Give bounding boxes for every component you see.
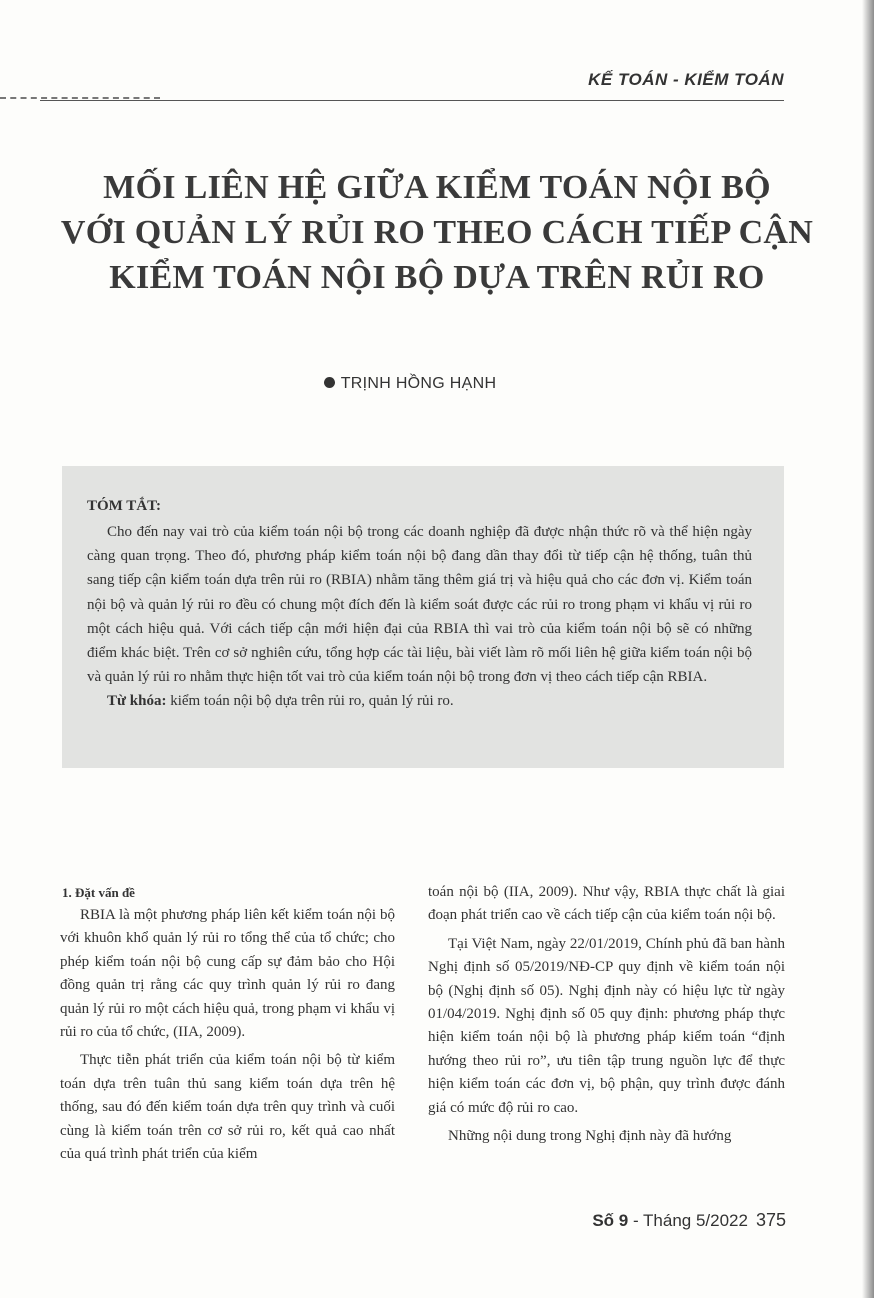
- issue-date: - Tháng 5/2022: [628, 1211, 748, 1230]
- paragraph: Thực tiễn phát triển của kiểm toán nội bộ từ kiểm toán dựa trên tuân thủ sang kiểm toán dựa trên hệ thống, sau đó đến kiểm toán dựa trên quy trình và cuối cùng là kiểm toán trên cơ sở rủi ro, kết quả cao nhất của quá trình phát triển của kiểm: [60, 1052, 395, 1163]
- paragraph: RBIA là một phương pháp liên kết kiểm toán nội bộ với khuôn khổ quản lý rủi ro tổng thể của tổ chức; cho phép kiểm toán nội bộ cung cấp sự đảm bảo cho Hội đồng quản trị rằng các quy trình quản lý rủi ro đang quản lý rủi ro một cách hiệu quả, trong phạm vi khẩu vị rủi ro của tổ chức, (IIA, 2009).: [60, 907, 395, 1041]
- title-line: VỚI QUẢN LÝ RỦI RO THEO CÁCH TIẾP CẬN: [60, 214, 814, 251]
- bullet-icon: [324, 377, 335, 388]
- author-line: [0, 375, 820, 393]
- keywords-text: kiểm toán nội bộ dựa trên rủi ro, quản lý rủi ro.: [170, 693, 454, 710]
- body-column-right: [428, 881, 785, 1153]
- issue-number: Số 9: [592, 1211, 629, 1230]
- keywords: [87, 689, 752, 713]
- body-column-left: [60, 881, 395, 1171]
- author-name: TRỊNH HỒNG HẠNH: [340, 375, 497, 392]
- abstract-body: Cho đến nay vai trò của kiểm toán nội bộ trong các doanh nghiệp đã được nhận thức rõ và thể hiện ngày càng quan trọng. Theo đó, phương pháp kiểm toán nội bộ đang dần thay đổi từ tiếp cận hệ thống, tuân thủ sang tiếp cận kiểm toán dựa trên rủi ro (RBIA) nhằm tăng thêm giá trị và hiệu quả cho các đơn vị. Kiểm toán nội bộ và quản lý rủi ro đều có chung một đích đến là kiểm soát được các rủi ro trong phạm vi khẩu vị rủi ro một cách hiệu quả. Với cách tiếp cận mới hiện đại của RBIA thì vai trò của kiểm toán nội bộ sẽ có những điểm khác biệt. Trên cơ sở nghiên cứu, tổng hợp các tài liệu, bài viết làm rõ mối liên hệ giữa kiểm toán nội bộ và quản lý rủi ro nhằm thực hiện tốt vai trò của kiểm toán nội bộ trong đơn vị theo cách tiếp cận RBIA.: [87, 524, 752, 686]
- title-line: KIỂM TOÁN NỘI BỘ DỰA TRÊN RỦI RO: [109, 259, 765, 296]
- section-label: KẾ TOÁN - KIỂM TOÁN: [588, 70, 784, 89]
- abstract-box: [62, 466, 784, 768]
- page-edge-shadow: [862, 0, 874, 1298]
- keywords-label: Từ khóa:: [107, 693, 167, 710]
- paragraph: Tại Việt Nam, ngày 22/01/2019, Chính phủ đã ban hành Nghị định số 05/2019/NĐ-CP quy định về kiểm toán nội bộ (Nghị định số 05). Nghị định này có hiệu lực từ ngày 01/04/2019. Nghị định số 05 quy định: phương pháp thực hiện kiểm toán nội bộ là phương pháp kiểm toán “định hướng theo rủi ro”, ưu tiên tập trung nguồn lực để thực hiện kiểm toán các đơn vị, bộ phận, quy trình được đánh giá có mức độ rủi ro cao.: [428, 935, 785, 1116]
- paragraph-continuation: toán nội bộ (IIA, 2009). Như vậy, RBIA thực chất là giai đoạn phát triển cao về cách tiếp cận của kiểm toán nội bộ.: [428, 884, 785, 924]
- title-line: MỐI LIÊN HỆ GIỮA KIỂM TOÁN NỘI BỘ: [103, 169, 771, 206]
- paragraph: Những nội dung trong Nghị định này đã hướng: [448, 1128, 732, 1145]
- page-number: 375: [755, 1210, 786, 1230]
- abstract-title: TÓM TẮT:: [87, 498, 162, 514]
- header-rule: [40, 100, 784, 101]
- article-title: [60, 165, 814, 300]
- header-decorative-dash: [0, 97, 160, 99]
- section-heading: 1. Đặt vấn đề: [62, 885, 135, 900]
- page-footer: [0, 1210, 786, 1231]
